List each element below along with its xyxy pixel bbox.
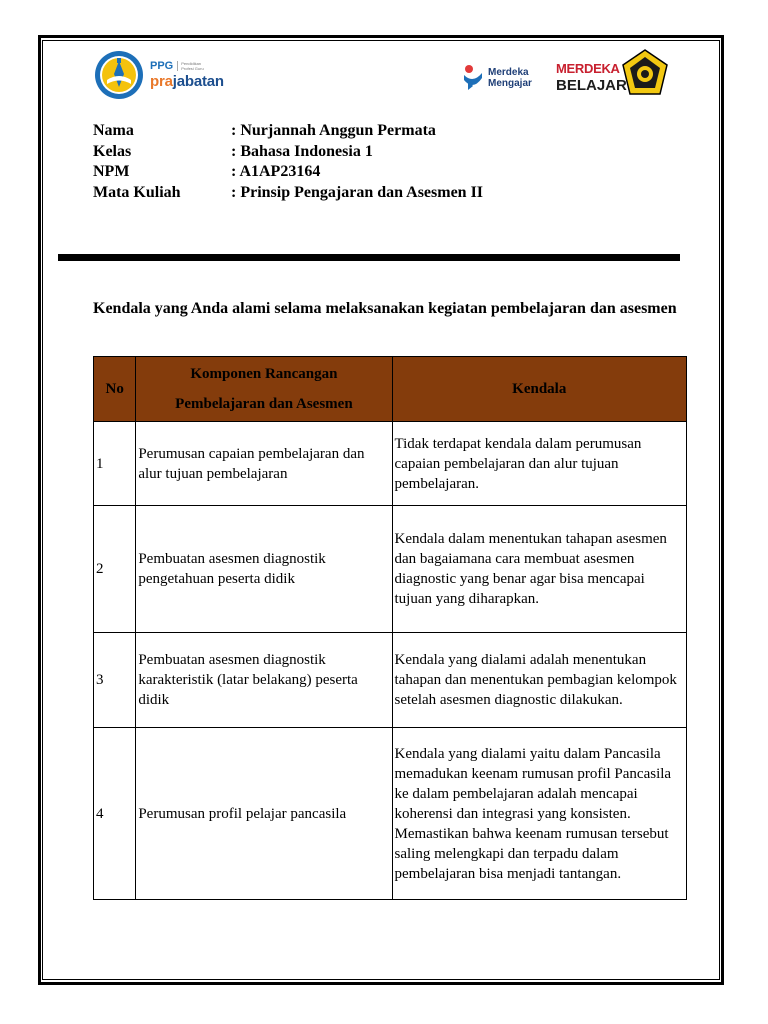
cell-komponen: Perumusan capaian pembelajaran dan alur tujuan pembelajaran	[136, 422, 392, 506]
info-value: : Bahasa Indonesia 1	[231, 142, 373, 160]
cell-komponen: Perumusan profil pelajar pancasila	[136, 728, 392, 900]
kendala-table	[93, 356, 687, 900]
info-row-nama	[93, 121, 483, 142]
table-row	[94, 633, 687, 728]
cell-no: 1	[94, 422, 136, 506]
merdeka-belajar-logo	[556, 60, 627, 94]
info-key: Mata Kuliah	[93, 183, 181, 201]
merdeka-mengajar-mark-icon	[462, 64, 484, 92]
table-row	[94, 728, 687, 900]
merdeka-mengajar-line1: Merdeka	[488, 67, 529, 78]
horizontal-rule	[58, 254, 680, 261]
cell-no: 3	[94, 633, 136, 728]
cell-kendala: Kendala dalam menentukan tahapan asesmen dan bagaiamana cara membuat asesmen diagnostic yang benar agar bisa mencapai tujuan yang diharapkan.	[392, 506, 687, 633]
info-value: : A1AP23164	[231, 163, 321, 180]
info-key: Nama	[93, 122, 134, 139]
info-row-mata-kuliah	[93, 183, 483, 204]
header-komponen: Komponen Rancangan Pembelajaran dan Asesmen	[136, 357, 392, 422]
table-row	[94, 422, 687, 506]
student-info	[93, 121, 483, 203]
merdeka-belajar-line2: BELAJAR	[556, 77, 627, 94]
cell-komponen: Pembuatan asesmen diagnostik karakteristik (latar belakang) peserta didik	[136, 633, 392, 728]
cell-kendala: Kendala yang dialami yaitu dalam Pancasila memadukan keenam rumusan profil Pancasila ke dalam pembelajaran adalah mencapai koherensi dan integrasi yang konsisten. Memastikan bahwa keenam rumusan tersebut saling melengkapi dan terpadu dalam pembelajaran bisa menjadi tantangan.	[392, 728, 687, 900]
info-key: NPM	[93, 163, 130, 180]
cell-no: 2	[94, 506, 136, 633]
merdeka-mengajar-line2: Mengajar	[488, 78, 532, 89]
table-header-row	[94, 357, 687, 422]
merdeka-mengajar-logo	[462, 64, 532, 92]
table-row	[94, 506, 687, 633]
cell-no: 4	[94, 728, 136, 900]
cell-kendala: Kendala yang dialami adalah menentukan tahapan dan menentukan pembagian kelompok setelah asesmen diagnostic dilakukan.	[392, 633, 687, 728]
info-row-npm	[93, 162, 483, 183]
info-row-kelas	[93, 142, 483, 163]
info-key: Kelas	[93, 142, 132, 160]
cell-komponen: Pembuatan asesmen diagnostik pengetahuan peserta didik	[136, 506, 392, 633]
info-value: : Prinsip Pengajaran dan Asesmen II	[231, 183, 484, 201]
info-value: : Nurjannah Anggun Permata	[231, 122, 436, 139]
cell-kendala: Tidak terdapat kendala dalam perumusan capaian pembelajaran dan alur tujuan pembelajaran.	[392, 422, 687, 506]
prajabatan-label: prajabatan	[150, 73, 224, 90]
section-heading: Kendala yang Anda alami selama melaksanakan kegiatan pembelajaran dan asesmen	[93, 300, 677, 317]
tut-wuri-handayani-emblem-icon	[94, 50, 144, 100]
header-kendala: Kendala	[392, 357, 687, 422]
ppg-subtitle: Pendidikan Profesi Guru	[177, 61, 205, 71]
ppg-prajabatan-logo	[94, 50, 224, 100]
university-emblem-icon	[620, 48, 670, 98]
ppg-label: PPG	[150, 60, 174, 72]
merdeka-belajar-line1: MERDEKA	[556, 61, 620, 76]
header-no: No	[94, 357, 136, 422]
